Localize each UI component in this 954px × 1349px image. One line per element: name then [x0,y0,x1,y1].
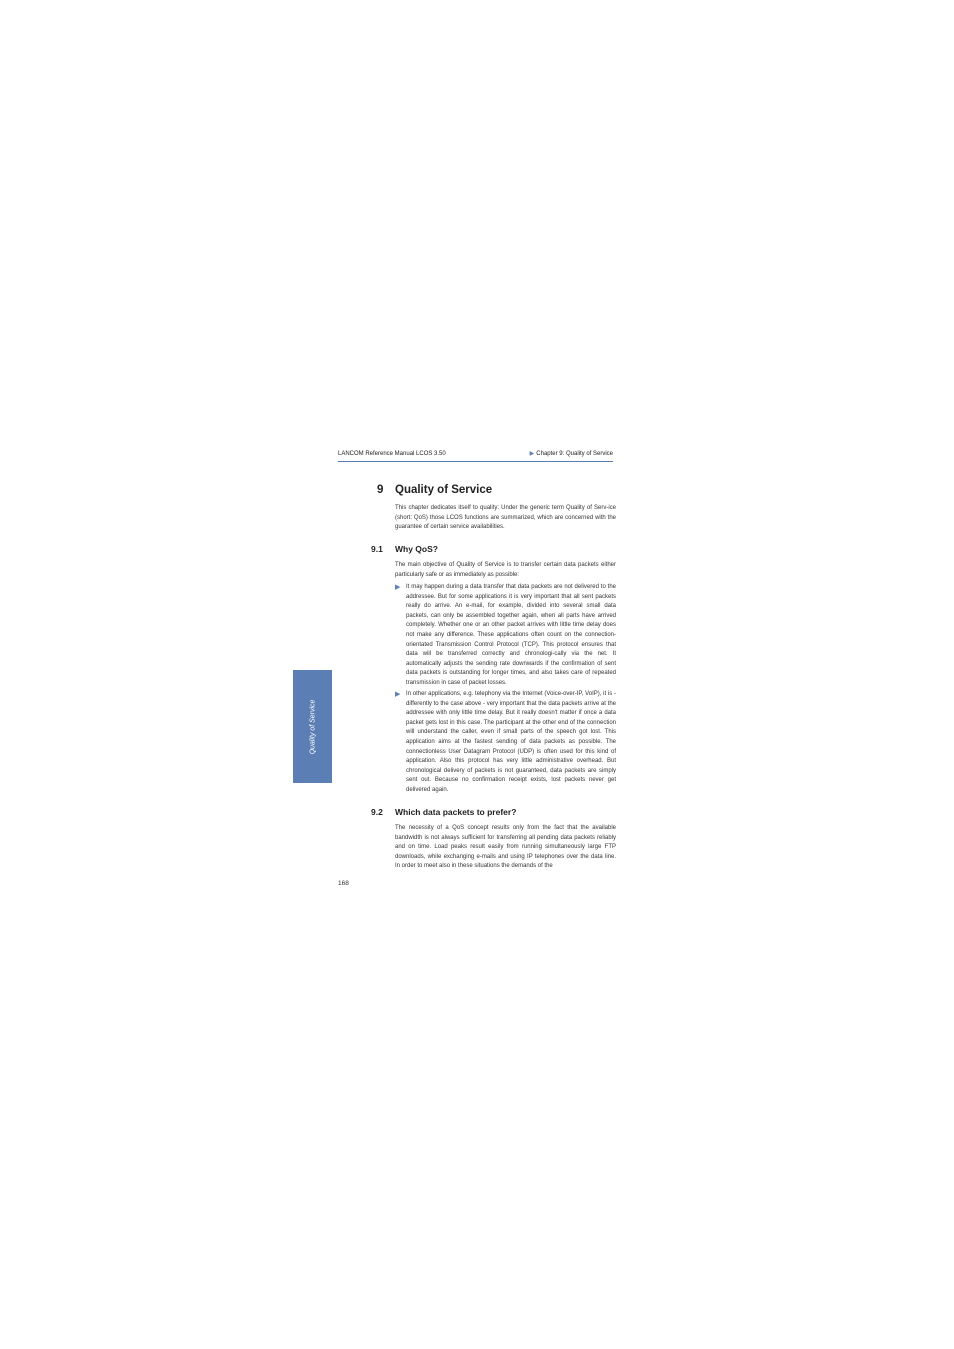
chapter-title: Quality of Service [395,484,493,496]
section-body: The necessity of a QoS concept results only from the fact that the available bandwidth is not always sufficient for transferring all pending data packets reliably and on time. Load peaks result easily from running simultaneously large FTP downloads, while exchanging e-mails and using IP telephones over the data line. In order to meet also in these situations the demands of the [395,825,616,870]
section-number: 9.2 [371,807,383,817]
bullet-arrow-icon: ▶ [395,584,401,591]
manual-title: LANCOM Reference Manual LCOS 3.50 [338,451,446,457]
section-title: Which data packets to prefer? [395,807,517,817]
side-tab-label: Quality of Service [309,699,316,754]
bullet-text: It may happen during a data transfer that data packets are not delivered to the addressee. But for some applications it is very important that all sent packets really do arrive. An e-mail, for example, divided into several small data packets, can only be assembled together again, when all parts have arrived completely. Whether one or an other packet arrives with little time delay does not make any difference. These applications often count on the connection-orientated Transmission Control Protocol (TCP). This protocol ensures that data will be transferred correctly and chronologi-cally via the net. It automatically adjusts the sending rate downwards if the confirmation of sent data packets is outstanding for longer times, and also takes care of repeated transmission in case of packet losses. [406,584,616,686]
running-header [338,449,613,462]
section-title: Why QoS? [395,544,438,554]
chapter-number: 9 [377,484,384,496]
bullet-text: In other applications, e.g. telephony via the Internet (Voice-over-IP, VoIP), it is - differently to the case above - very important that the data packets arrive at the addressee with only little time delay. But it really doesn't matter if once a data packet gets lost in this case. The participant at the other end of the connection will understand the caller, even if small parts of the speech got lost. This application aims at the fastest sending of data packets as possible. The connectionless User Datagram Protocol (UDP) is often used for this kind of application. Also this protocol has very little administrative overhead. But chronological delivery of packets is not guaranteed, data packets are simply sent out. Because no confirmation receipt exists, lost packets never get delivered again. [406,691,616,793]
section-number: 9.1 [371,544,383,554]
arrow-right-icon: ▶ [529,451,535,457]
chapter-reference [530,450,613,459]
chapter-side-tab [293,670,332,783]
page-number: 168 [338,880,349,887]
chapter-reference-label: Chapter 9: Quality of Service [536,451,613,457]
section-intro: The main objective of Quality of Service is to transfer certain data packets either particularly safe or as immediately as possible: [395,562,616,578]
chapter-intro: This chapter dedicates itself to quality: Under the generic term Quality of Serv-ice (short: QoS) those LCOS functions are summarized, which are concerned with the guarantee of certain service availabilities. [395,505,616,531]
bullet-arrow-icon: ▶ [395,691,401,698]
